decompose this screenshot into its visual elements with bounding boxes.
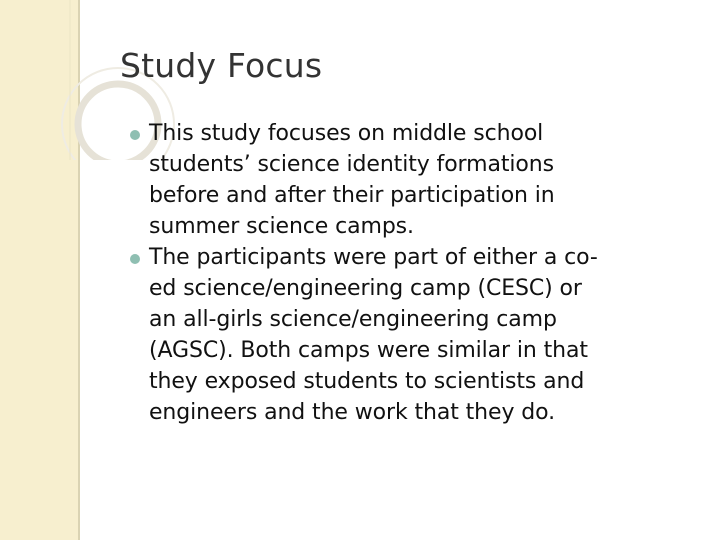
bullet-line: students’ science identity formations: [149, 152, 554, 177]
bullet-icon: [130, 254, 140, 264]
bullet-line: engineers and the work that they do.: [149, 400, 555, 425]
slide-title: Study Focus: [120, 46, 323, 85]
bullet-item: [128, 242, 698, 428]
bullet-item: [128, 118, 698, 242]
bullet-line: they exposed students to scientists and: [149, 369, 585, 394]
bullet-line: The participants were part of either a co-: [149, 245, 598, 270]
bullet-line: This study focuses on middle school: [149, 121, 544, 146]
bullet-line: summer science camps.: [149, 214, 414, 239]
bullet-line: ed science/engineering camp (CESC) or: [149, 276, 582, 301]
bullet-line: (AGSC). Both camps were similar in that: [149, 338, 588, 363]
bullet-list: [128, 118, 698, 428]
bullet-icon: [130, 130, 140, 140]
bullet-line: an all-girls science/engineering camp: [149, 307, 557, 332]
bullet-line: before and after their participation in: [149, 183, 555, 208]
